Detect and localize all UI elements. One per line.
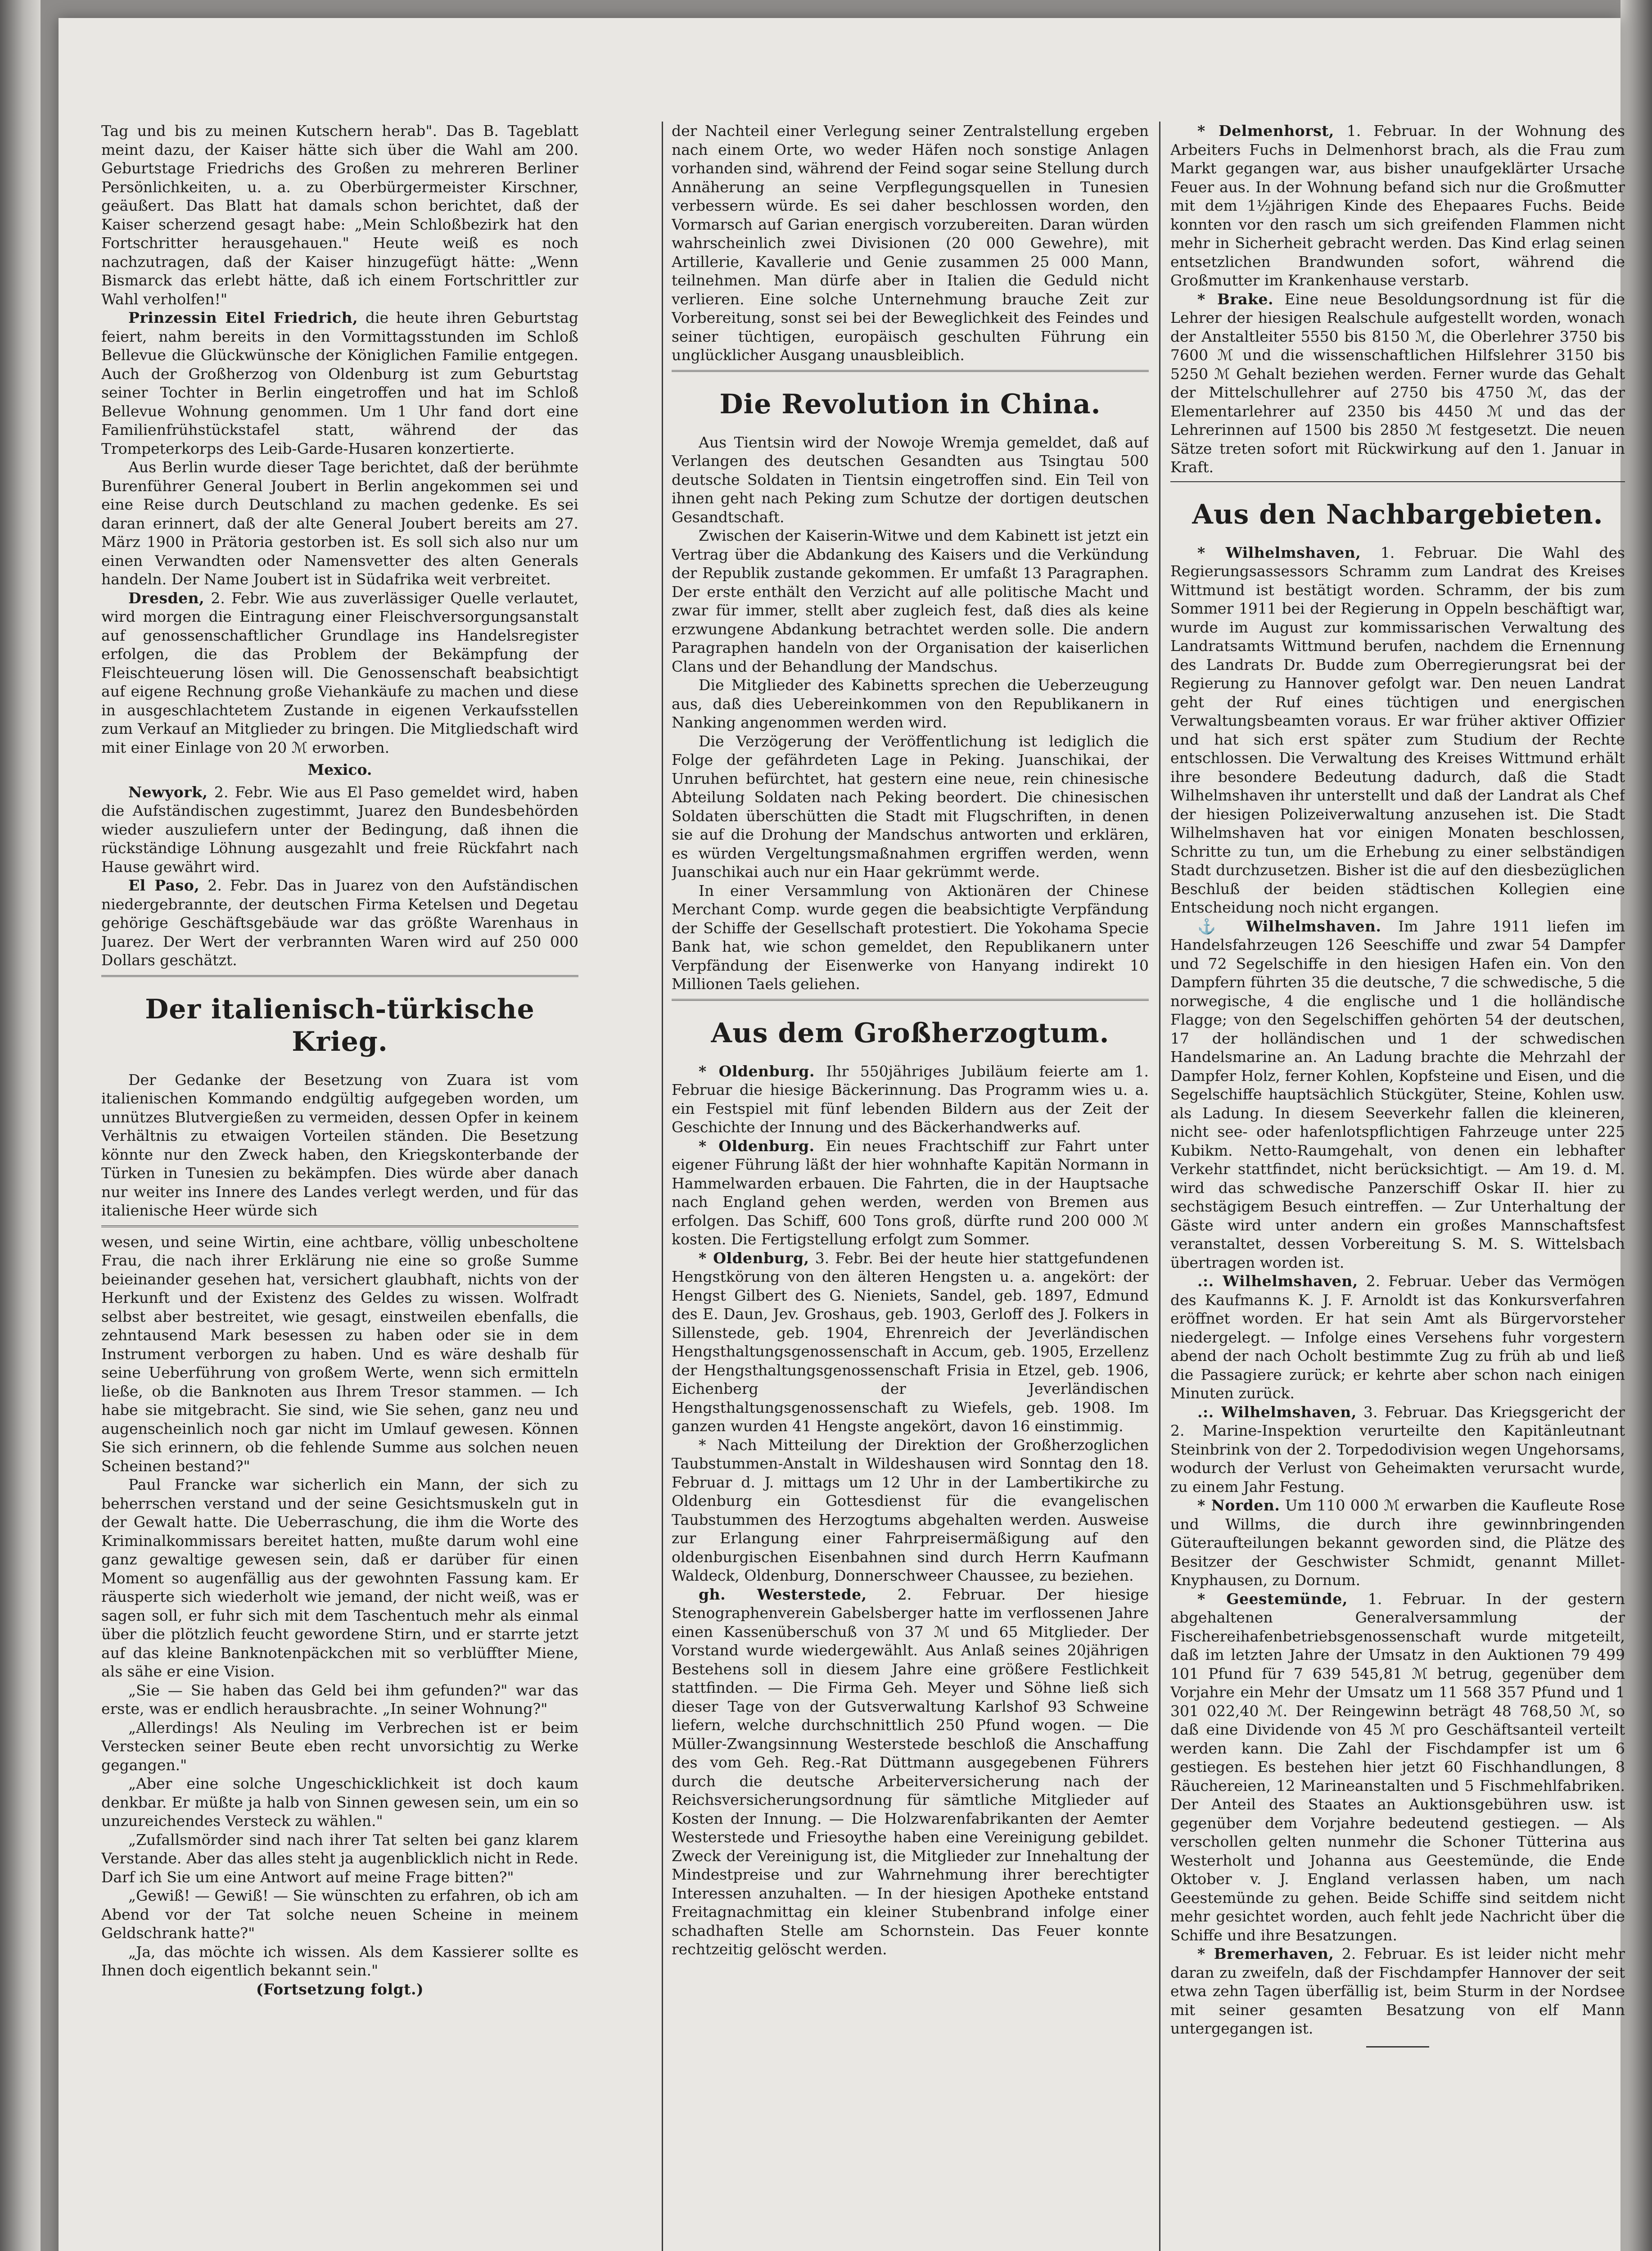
paragraph-lead: gh. Westerstede, — [699, 1585, 867, 1603]
paragraph-lead: .:. Wilhelmshaven, — [1197, 1403, 1357, 1421]
paragraph: Die Verzögerung der Veröffentlichung ist lediglich die Folge der gefährdeten Lage in Peking. Juanschikai, der Unruhen befürchtet, hat gestern eine neue, rein chinesische Abteilung Soldaten nach Peking beordert. Die chinesischen Soldaten überschütten die Stadt mit Flugschriften, in denen sie auf die Drohung der Mandschus antworten und erklären, es würden Vergeltungsmaßnahmen ergriffen werden, wenn Juanschikai auch nur ein Haar gekrümmt werde. — [672, 732, 1149, 881]
section-rule — [101, 1225, 578, 1227]
paragraph — [1170, 1403, 1625, 1496]
paragraph — [672, 1585, 1149, 1959]
paragraph-text: 2. Febr. Wie aus zuverlässiger Quelle verlautet, wird morgen die Eintragung einer Fleischversorgungsanstalt auf genossenschaftlicher Grundlage ins Handelsregister erfolgen, die das Problem der Bekämpfung der Fleischteuerung lösen will. Die Genossenschaft beabsichtigt auf eigene Rechnung große Viehankäufe zu machen und diese in ausgeschlachtetem Zustande in eigenen Verkaufsstellen zum Verkauf an Mitglieder zu bringen. Die Mitgliedschaft wird mit einer Einlage von 20 ℳ erworben. — [101, 589, 578, 756]
paragraph — [101, 589, 578, 757]
paragraph-text: Um 110 000 ℳ erwarben die Kaufleute Rose und Willms, die durch ihre gewinnbringenden Güteraufteilungen bekannt geworden sind, die Plätze des Besitzer der Geschwister Schmidt, genannt Millet-Knyphausen, zu Dornum. — [1170, 1496, 1625, 1589]
paragraph-text: Im Jahre 1911 liefen im Handelsfahrzeugen 126 Seeschiffe und zwar 54 Dampfer und 72 Segelschiffe in den hiesigen Hafen ein. Von den Dampfern führten 35 die deutsche, 7 die schwedische, 5 die norwegische, 4 die englische und 1 die holländische Flagge; von den Segelschiffen gehörten 54 der deutschen, 17 der holländischen und 1 der schwedischen Handelsmarine an. An Ladung brachte die Mehrzahl der Dampfer Holz, ferner Kohlen, Kopfsteine und Eisen, und die Segelschiffe hauptsächlich Stückgüter, Steine, Kohlen usw. als Ladung. In diesem Seeverkehr fallen die kleineren, nicht see- oder hafenlotspflichtigen Fahrzeuge unter 225 Kubikm. Netto-Raumgehalt, von denen ein lebhafter Verkehr stattfindet, nicht berücksichtigt. — Am 19. d. M. wird das schwedische Panzerschiff Oskar II. hier zu sechstägigem Besuch eintreffen. — Zur Unterhaltung der Gäste wird unter andern ein großes Mannschaftsfest veranstaltet, dessen Vorbereitung S. M. S. Wittelsbach übertragen worden ist. — [1170, 917, 1625, 1271]
paragraph: „Sie — Sie haben das Geld bei ihm gefunden?" war das erste, was er endlich herausbrachte. „In seiner Wohnung?" — [101, 1681, 578, 1718]
scan-right-edge — [1620, 0, 1652, 2251]
section-rule — [101, 975, 578, 977]
paragraph: Die Mitglieder des Kabinetts sprechen die Ueberzeugung aus, daß dies Uebereinkommen von den Republikanern in Nanking angenommen werden wird. — [672, 676, 1149, 731]
paragraph-text: 1. Februar. In der Wohnung des Arbeiters Fuchs in Delmenhorst brach, als die Frau zum Markt gegangen war, aus bisher unaufgeklärter Ursache Feuer aus. In der Wohnung befand sich nur die Großmutter mit dem 1½jährigen Kinde des Ehepaares Fuchs. Beide konnten vor den rasch um sich greifenden Flammen nicht mehr in Sicherheit gebracht werden. Das Kind erlag seinen entsetzlichen Brandwunden sofort, während die Großmutter im Krankenhause verstarb. — [1170, 122, 1625, 289]
section-heading: Die Revolution in China. — [719, 388, 1101, 420]
paragraph-text: 2. Februar. Der hiesige Stenographenverein Gabelsberger hatte im verflossenen Jahre einen Kassenüberschuß von 37 ℳ und 65 Mitglieder. Der Vorstand wurde wiedergewählt. Aus Anlaß seines 20jährigen Bestehens soll in diesem Jahre eine größere Festlichkeit stattfinden. — Die Firma Geh. Meyer und Söhne ließ sich dieser Tage von der Gutsverwaltung Karlshof 93 Schweine liefern, welche durchschnittlich 250 Pfund wogen. — Die Müller-Zwangsinnung Westerstede beschloß die Anschaffung des vom Geh. Reg.-Rat Düttmann ausgegebenen Führers durch die deutsche Arbeiterversicherung nach der Reichsversicherungsordnung für sämtliche Mitglieder auf Kosten der Innung. — Die Holzwarenfabrikanten der Aemter Westerstede und Friesoythe haben eine Vereinigung gebildet. Zweck der Vereinigung ist, die Mitglieder zur Innehaltung der Mindestpreise und zur Wahrnehmung ihrer berechtigter Interessen anzuhalten. — In der hiesigen Apotheke entstand Freitagnachmittag ein kleiner Stubenbrand infolge einer schadhaften Stelle am Schornstein. Das Feuer konnte rechtzeitig gelöscht werden. — [672, 1585, 1149, 1958]
paragraph — [101, 308, 578, 458]
paragraph-lead: * Wilhelmshaven, — [1197, 543, 1361, 561]
paragraph — [1170, 122, 1625, 290]
column-rule — [662, 122, 663, 2251]
paragraph — [1170, 1944, 1625, 2038]
paragraph-text: Ihr 550jähriges Jubiläum feierte am 1. Februar die hiesige Bäckerinnung. Das Programm wies u. a. ein Festspiel mit fünf lebenden Bildern aus der Zeit der Geschichte der Innung und des Bäckerhandwerks auf. — [672, 1062, 1149, 1136]
paragraph — [672, 1137, 1149, 1249]
paragraph-text: 3. Februar. Das Kriegsgericht der 2. Marine-Inspektion verurteilte den Kapitänleutnant Steinbrink von der 2. Torpedodivision wegen Ungehorsams, wodurch der Verlust von Geheimakten verursacht wurde, zu einem Jahr Festung. — [1170, 1403, 1625, 1496]
paragraph: In einer Versammlung von Aktionären der Chinese Merchant Comp. wurde gegen die beabsichtigte Verpfändung der Schiffe der Gesellschaft protestiert. Die Yokohama Specie Bank hat, wie schon gemeldet, den Republikanern unter Verpfändung der Eisenwerke von Hanyang indirekt 10 Millionen Taels geliehen. — [672, 881, 1149, 993]
paragraph: „Aber eine solche Ungeschicklichkeit ist doch kaum denkbar. Er müßte ja halb von Sinnen gewesen sein, um ein so unzureichendes Versteck zu wählen." — [101, 1775, 578, 1830]
paragraph — [1170, 1272, 1625, 1403]
paragraph-lead: Dresden, — [128, 589, 205, 607]
paragraph: „Zufallsmörder sind nach ihrer Tat selten bei ganz klarem Verstande. Aber das alles steht ja augenblicklich nicht in Rede. Darf ich Sie um eine Antwort auf meine Frage bitten?" — [101, 1831, 578, 1886]
paragraph: der Nachteil einer Verlegung seiner Zentralstellung ergeben nach einem Orte, wo weder Häfen noch sonstige Anlagen vorhanden sind, während der Feind sogar seine Stellung durch Annäherung an seine Verpflegungsquellen in Tunesien verbessern würde. Es sei daher beschlossen worden, den Vormarsch auf Garian energisch vorzubereiten. Daran würden wahrscheinlich zwei Divisionen (20 000 Gewehre), mit Artillerie, Kavallerie und Genie zusammen 25 000 Mann, teilnehmen. Man dürfe aber in Italien die Geduld nicht verlieren. Eine solche Unternehmung brauche Zeit zur Vorbereitung, sonst sei bei der Beweglichkeit des Feindes und seiner tüchtigen, europäisch geschulten Führung ein unglücklicher Ausgang unausbleiblich. — [672, 122, 1149, 364]
section-rule — [672, 999, 1149, 1001]
paragraph-text: 2. Februar. Ueber das Vermögen des Kaufmanns K. J. F. Arnoldt ist das Konkursverfahren eröffnet worden. Er hat sein Amt als Bürgervorsteher niedergelegt. — Infolge eines Versehens fuhr vorgestern abend der nach Ocholt bestimmte Zug zu früh ab und ließ die Passagiere zurück; er kehrte aber schon nach einigen Minuten zurück. — [1170, 1272, 1625, 1402]
paragraph: Aus Tientsin wird der Nowoje Wremja gemeldet, daß auf Verlangen des deutschen Gesandten aus Tsingtau 500 deutsche Soldaten in Tientsin eingetroffen sind. Ein Teil von ihnen geht nach Peking zum Schutze der dortigen deutschen Gesandtschaft. — [672, 433, 1149, 526]
paragraph: Paul Francke war sicherlich ein Mann, der sich zu beherrschen verstand und der seine Gesichtsmuskeln gut in der Gewalt hatte. Die Ueberraschung, die ihm die Worte des Kriminalkommissars bereitet hatten, mußte darum wohl eine ganz gewaltige gewesen sein, daß er darüber für einen Moment so augenfällig aus der gewohnten Fassung kam. Er räusperte sich wiederholt wie jemand, der nicht weiß, was er sagen soll, er fuhr sich mit dem Taschentuch mehr als einmal über die plötzlich feucht gewordene Stirn, und er starrte jetzt auf das kleine Banknotenpäckchen mit so verblüffter Miene, als sähe er eine Vision. — [101, 1476, 578, 1680]
paragraph-text: 2. Febr. Wie aus El Paso gemeldet wird, haben die Aufständischen zugestimmt, Juarez den Bundesbehörden wieder auszuliefern unter der Bedingung, daß ihnen die rückständige Löhnung ausgezahlt und freie Rückfahrt nach Hause gewährt wird. — [101, 783, 578, 876]
paragraph: Aus Berlin wurde dieser Tage berichtet, daß der berühmte Burenführer General Joubert in Berlin angekommen sei und eine Reise durch Deutschland zu machen gedenke. Es sei daran erinnert, daß der alte General Joubert bereits am 27. März 1900 in Prätoria gestorben ist. Es soll sich also nur um einen Verwandten oder Namensvetter des alten Generals handeln. Der Name Joubert ist in Südafrika weit verbreitet. — [101, 458, 578, 588]
column-rule — [1159, 122, 1160, 2251]
paragraph-text: Eine neue Besoldungsordnung ist für die Lehrer der hiesigen Realschule aufgestellt worden, wonach der Anstaltleiter 5550 bis 8150 ℳ, die Oberlehrer 3750 bis 7600 ℳ und die wissenschaftlichen Hilfslehrer 3150 bis 5250 ℳ Gehalt beziehen werden. Ferner wurde das Gehalt der Mittelschullehrer auf 2750 bis 4750 ℳ, das der Elementarlehrer auf 2350 bis 4450 ℳ und das der Lehrerinnen auf 1500 bis 2850 ℳ festgesetzt. Die neuen Sätze treten sofort mit Rückwirkung auf den 1. Januar in Kraft. — [1170, 290, 1625, 476]
paragraph-lead: * Bremerhaven, — [1197, 1945, 1334, 1962]
paragraph-text: Ein neues Frachtschiff zur Fahrt unter eigener Führung läßt der hier wohnhafte Kapitän Normann in Hammelwarden erbauen. Die Fahrten, die in der Hauptsache nach England gehen werden, werden von Bremen aus erfolgen. Das Schiff, 600 Tons groß, dürfte rund 200 000 ℳ kosten. Die Fertigstellung erfolgt zum Sommer. — [672, 1137, 1149, 1248]
paragraph — [672, 1062, 1149, 1137]
column-1 — [101, 122, 578, 2251]
section-heading: Aus dem Großherzogtum. — [711, 1017, 1110, 1049]
paragraph-lead: * Delmenhorst, — [1197, 122, 1334, 140]
paragraph: Tag und bis zu meinen Kutschern herab". Das B. Tageblatt meint dazu, der Kaiser hätte sich über die Wahl am 200. Geburtstage Friedrichs des Großen zu mehreren Berliner Persönlichkeiten, u. a. zu Oberbürgermeister Kirschner, geäußert. Das Blatt hat damals schon berichtet, daß der Kaiser scherzend gesagt habe: „Mein Schloßbezirk hat den Fortschritter herausgehauen." Heute weiß es noch nachzutragen, daß der Kaiser hinzugefügt hätte: „Wenn Bismarck das erlebt hätte, daß ich einem Fortschrittler zur Wahl verholfen!" — [101, 122, 578, 308]
scan-left-edge — [0, 0, 41, 2251]
paragraph — [1170, 543, 1625, 917]
paragraph-text: 2. Febr. Das in Juarez von den Aufständischen niedergebrannte, der deutschen Firma Ketelsen und Degetau gehörige Geschäftsgebäude war das größte Warenhaus in Juarez. Der Wert der verbrannten Waren wird auf 250 000 Dollars geschätzt. — [101, 877, 578, 969]
paragraph-text: 2. Februar. Es ist leider nicht mehr daran zu zweifeln, daß der Fischdampfer Hannover der seit etwa zehn Tagen überfällig ist, beim Sturm in der Nordsee mit seiner gesamten Besatzung von elf Mann untergegangen ist. — [1170, 1945, 1625, 2037]
paragraph-lead: * Norden. — [1197, 1496, 1280, 1514]
paragraph — [1170, 290, 1625, 477]
paragraph-text: 1. Februar. In der gestern abgehaltenen Generalversammlung der Fischereihafenbetriebsgenossenschaft wurde mitgeteilt, daß im letzten Jahre der Umsatz in den Auktionen 79 499 101 Pfund für 7 639 545,81 ℳ betrug, gegenüber dem Vorjahre ein Mehr der Umsatz um 11 568 357 Pfund und 1 301 022,40 ℳ. Der Reingewinn beträgt 48 768,50 ℳ, so daß eine Dividende von 45 ℳ pro Geschäftsanteil verteilt werden kann. Die Zahl der Fischdampfer ist um 6 gestiegen. Es bestehen hier jetzt 60 Fischhandlungen, 8 Räuchereien, 12 Marineanstalten und 5 Fischmehlfabriken. Der Anteil des Staates an Auktionsgebühren usw. ist gegenüber dem Vorjahre bedeutend gestiegen. — Als verschollen gelten nunmehr die Schoner Tütterina aus Westerholt und Johanna aus Geestemünde, die Ende Oktober v. J. England verlassen haben, um nach Geestemünde zu gehen. Beide Schiffe sind seitdem nicht mehr gesichtet worden, auch fehlt jede Nachricht über die Schiffe und ihre Besatzungen. — [1170, 1590, 1625, 1944]
paragraph-lead: * Brake. — [1197, 290, 1273, 308]
paragraph-lead: * Geestemünde, — [1197, 1590, 1348, 1608]
paragraph-lead: ⚓ Wilhelmshaven. — [1197, 917, 1381, 935]
section-heading: Aus den Nachbargebieten. — [1192, 498, 1603, 530]
paragraph — [101, 783, 578, 877]
paragraph-lead: * Oldenburg, — [699, 1249, 809, 1267]
paragraph — [101, 876, 578, 970]
paragraph: „Allerdings! Als Neuling im Verbrechen ist er beim Verstecken seiner Beute eben recht unvorsichtig zu Werke gegangen." — [101, 1718, 578, 1774]
paragraph-text: 3. Febr. Bei der heute hier stattgefundenen Hengstkörung von den älteren Hengsten u. a. angekört: der Hengst Gilbert des G. Nieniets, Sandel, geb. 1897, Edmund des E. Daun, Jev. Groshaus, geb. 1903, Gerloff des J. Folkers in Sillenstede, geb. 1904, Ehrenreich der Jeverländischen Hengsthaltungsgenossenschaft in Accum, geb. 1905, Erzellenz der Hengsthaltungsgenossenschaft Frisia in Etzel, geb. 1906, Eichenberg der Jeverländischen Hengsthaltungsgenossenschaft zu Wiefels, geb. 1908. Im ganzen wurden 41 Hengste angekört, davon 16 einstimmig. — [672, 1249, 1149, 1435]
paragraph: wesen, und seine Wirtin, eine achtbare, völlig unbescholtene Frau, die nach ihrer Erklärung nie eine so große Summe beieinander gesehen hat, versichert glaubhaft, nichts von der Herkunft und der Existenz des Geldes zu wissen. Wolfradt selbst aber bestreitet, wie gesagt, einstweilen ebenfalls, die zehntausend Mark besessen zu haben oder sie in dem Instrument verborgen zu haben. Und es wäre deshalb für seine Ueberführung von großem Werte, wenn sich ermitteln ließe, ob die Banknoten aus Ihrem Tresor stammen. — Ich habe sie mitgebracht. Sie sind, wie Sie sehen, ganz neu und augenscheinlich noch gar nicht im Umlauf gewesen. Können Sie sich erinnern, ob die fehlende Summe aus solchen neuen Scheinen bestand?" — [101, 1233, 578, 1475]
paragraph-lead: * Oldenburg. — [699, 1137, 815, 1155]
paragraph: „Gewiß! — Gewiß! — Sie wünschten zu erfahren, ob ich am Abend vor der Tat solche neuen Scheine in meinem Geldschrank hatte?" — [101, 1887, 578, 1942]
paragraph-lead: * Oldenburg. — [699, 1062, 815, 1080]
section-heading: Der italienisch-türkische Krieg. — [145, 993, 535, 1058]
paragraph-text: 1. Februar. Die Wahl des Regierungsassessors Schramm zum Landrat des Kreises Wittmund ist bestätigt worden. Schramm, der bis zum Sommer 1911 bei der Regierung in Oppeln beschäftigt war, wurde im August zur kommissarischen Verwaltung des Landratsamts Wittmund berufen, nachdem die Ernennung des Landrats Dr. Budde zum Oberregierungsrat bei der Regierung zu Hannover gefolgt war. Den neuen Landrat geht der Ruf eines tüchtigen und energischen Verwaltungsbeamten voraus. Er war früher aktiver Offizier und hat sich erst später zum Studium der Rechte entschlossen. Die Verwaltung des Kreises Wittmund erhält ihre besondere Bedeutung dadurch, daß die Stadt Wilhelmshaven ihr unterstellt und daß der Landrat als Chef der hiesigen Polizeiverwaltung anzusehen ist. Die Stadt Wilhelmshaven hat vor einigen Monaten beschlossen, Schritte zu tun, um die Erhebung zu einer selbständigen Stadt durchzusetzen. Bisher ist die auf den diesbezüglichen Beschluß der beiden städtischen Kollegien eine Entscheidung noch nicht ergangen. — [1170, 543, 1625, 916]
paragraph — [1170, 917, 1625, 1272]
paragraph-lead: Prinzessin Eitel Friedrich, — [128, 309, 358, 326]
section-subheading: Mexico. — [307, 761, 372, 778]
paragraph: Zwischen der Kaiserin-Witwe und dem Kabinett ist jetzt ein Vertrag über die Abdankung des Kaisers und die Verkündung der Republik zustande gekommen. Er umfaßt 13 Paragraphen. Der erste enthält den Verzicht auf alle politische Macht und zwar für immer, stellt aber zugleich fest, daß dies als keine erzwungene Abdankung betrachtet werden solle. Die andern Paragraphen handeln von der Organisation der kaiserlichen Clans und der Behandlung der Mandschus. — [672, 527, 1149, 675]
paragraph — [1170, 1496, 1625, 1590]
section-rule — [1170, 481, 1625, 482]
paragraph: * Nach Mitteilung der Direktion der Großherzoglichen Taubstummen-Anstalt in Wildeshausen wird Sonntag den 18. Februar d. J. mittags um 12 Uhr in der Lambertikirche zu Oldenburg ein Gottesdienst für die evangelischen Taubstummen des Herzogtums abgehalten werden. Ausweise zur Erlangung einer Fahrpreisermäßigung auf den oldenburgischen Eisenbahnen sind durch Herrn Kaufmann Waldeck, Oldenburg, Donnerschweer Chaussee, zu beziehen. — [672, 1436, 1149, 1584]
column-2 — [672, 122, 1149, 2251]
continuation-text: (Fortsetzung folgt.) — [256, 1980, 424, 1998]
end-rule — [1366, 2046, 1429, 2048]
paragraph — [672, 1249, 1149, 1436]
paragraph-text: die heute ihren Geburtstag feiert, nahm bereits in den Vormittagsstunden im Schloß Bellevue die Glückwünsche der Königlichen Familie entgegen. Auch der Großherzog von Oldenburg ist zum Geburtstag seiner Tochter in Berlin eingetroffen und hat im Schloß Bellevue Wohnung genommen. Um 1 Uhr fand dort eine Familienfrühstückstafel statt, während der das Trompeterkorps des Leib-Garde-Husaren konzertierte. — [101, 309, 578, 457]
paragraph-lead: Newyork, — [128, 783, 208, 801]
continuation-note — [101, 1980, 578, 1999]
paragraph-lead: El Paso, — [128, 877, 200, 894]
section-rule — [672, 370, 1149, 372]
paragraph: „Ja, das möchte ich wissen. Als dem Kassierer sollte es Ihnen doch eigentlich bekannt sein." — [101, 1943, 578, 1979]
paragraph-lead: .:. Wilhelmshaven, — [1197, 1272, 1358, 1290]
paragraph — [1170, 1590, 1625, 1945]
column-3 — [1170, 122, 1625, 2251]
paragraph: Der Gedanke der Besetzung von Zuara ist vom italienischen Kommando endgültig aufgegeben worden, um unnützes Blutvergießen zu vermeiden, dessen Opfer in keinem Verhältnis zu etwaigen Vorteilen ständen. Die Besetzung könnte nur den Zweck haben, den Kriegskonterbande der Türken in Tunesien zu bekämpfen. Dies würde aber danach nur weiter ins Innere des Landes verlegt werden, und für das italienische Heer würde sich — [101, 1071, 578, 1219]
